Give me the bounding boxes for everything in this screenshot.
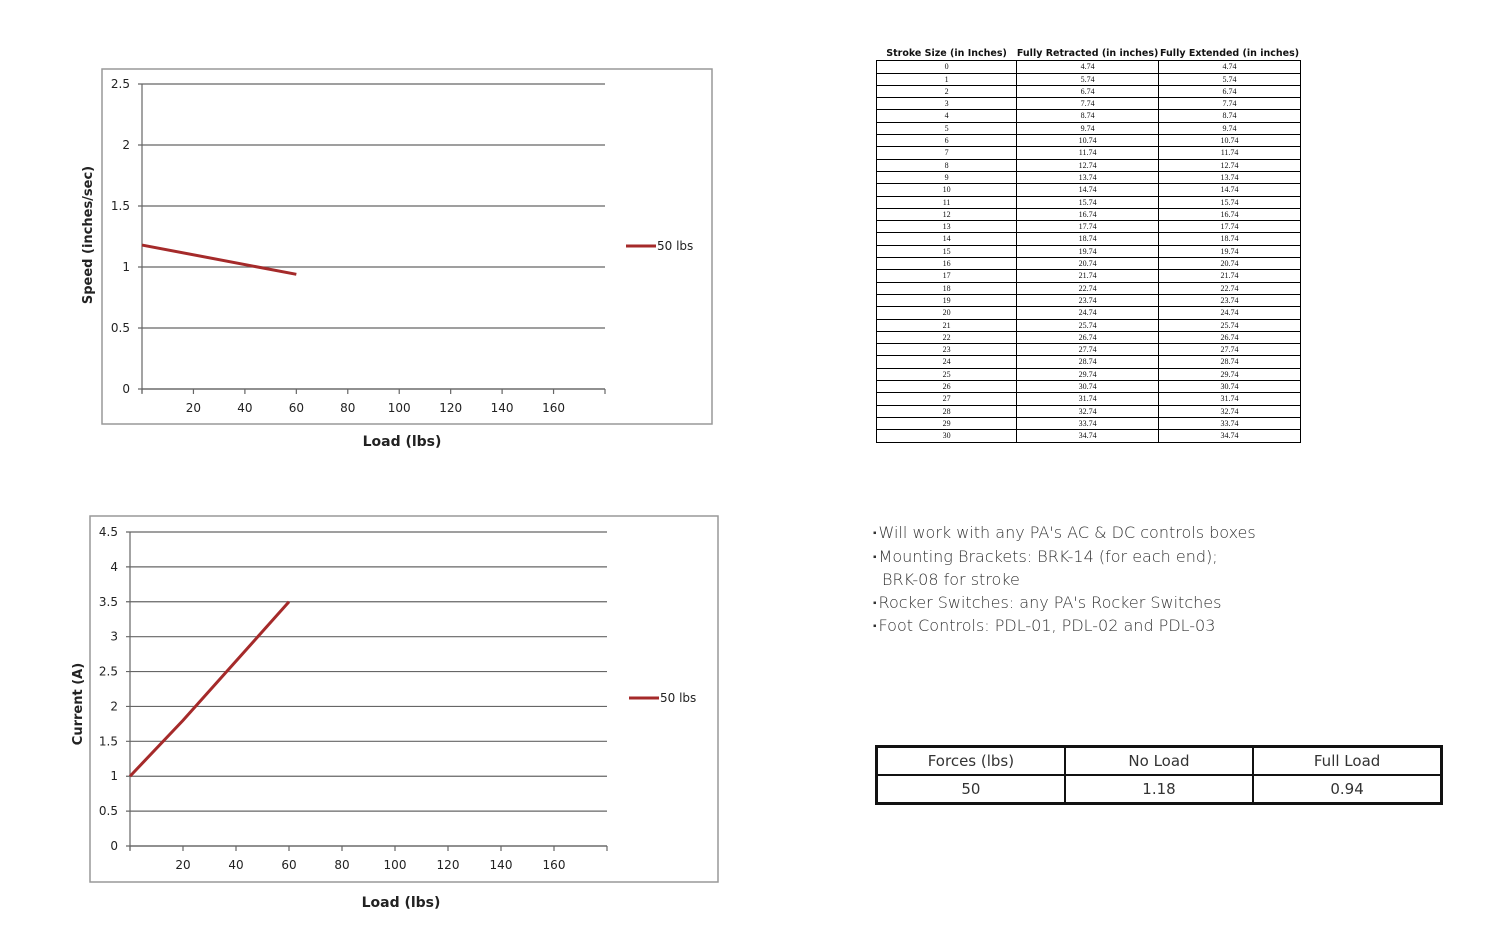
table-row [877, 61, 1301, 73]
stroke-size-cell: 16 [877, 258, 1017, 270]
fully-extended-cell: 28.74 [1159, 356, 1301, 368]
fully-retracted-cell: 33.74 [1017, 417, 1159, 429]
table-row [877, 270, 1301, 282]
fully-extended-cell: 19.74 [1159, 245, 1301, 257]
stroke-size-cell: 18 [877, 282, 1017, 294]
speed-chart [70, 55, 730, 455]
stroke-size-cell: 24 [877, 356, 1017, 368]
y-tick-label: 0.5 [98, 804, 118, 819]
y-tick-label: 0 [122, 382, 130, 396]
fully-retracted-cell: 34.74 [1017, 430, 1159, 442]
chart-frame [90, 516, 718, 882]
force-table [875, 745, 1443, 805]
fully-extended-cell: 31.74 [1159, 393, 1301, 405]
stroke-size-cell: 9 [877, 171, 1017, 183]
table-row [877, 221, 1301, 233]
fully-retracted-cell: 27.74 [1017, 344, 1159, 356]
fully-extended-cell: 23.74 [1159, 294, 1301, 306]
note-text: Will work with any PA's AC & DC controls boxes [878, 523, 1256, 542]
fully-retracted-cell: 10.74 [1017, 135, 1159, 147]
note-text: Mounting Brackets: BRK-14 (for each end); [878, 546, 1218, 566]
y-tick-label: 2.5 [110, 77, 130, 91]
fully-extended-cell: 11.74 [1159, 147, 1301, 159]
fully-extended-cell: 25.74 [1159, 319, 1301, 331]
fully-extended-cell: 33.74 [1159, 417, 1301, 429]
y-tick-label: 4.5 [98, 525, 118, 539]
fully-retracted-cell: 29.74 [1017, 368, 1159, 380]
bullet-icon: ▪ [873, 528, 877, 539]
fully-retracted-cell: 6.74 [1017, 85, 1159, 97]
fully-retracted-cell: 18.74 [1017, 233, 1159, 245]
y-tick-label: 2.5 [98, 664, 118, 679]
fully-retracted-cell: 28.74 [1017, 356, 1159, 368]
fully-retracted-cell: 5.74 [1017, 73, 1159, 85]
table-row [877, 319, 1301, 331]
x-tick-label: 40 [237, 401, 253, 415]
table-row [877, 356, 1301, 368]
note-text: Rocker Switches: any PA's Rocker Switches [878, 592, 1222, 612]
y-tick-label: 3 [110, 629, 118, 644]
table-row [877, 307, 1301, 319]
table-row [877, 417, 1301, 429]
x-tick-label: 140 [490, 401, 514, 415]
bullet-icon: ▪ [873, 551, 877, 563]
table-row [877, 171, 1301, 183]
stroke-size-cell: 20 [877, 307, 1017, 319]
y-tick-label: 0.5 [110, 321, 130, 335]
stroke-size-cell: 22 [877, 331, 1017, 343]
stroke-size-cell: 8 [877, 159, 1017, 171]
table-row [877, 135, 1301, 147]
series-line [142, 245, 296, 274]
y-axis-label: Current (A) [71, 662, 86, 746]
force-table-value-row [877, 775, 1442, 804]
x-tick-label: 20 [175, 858, 191, 872]
stroke-size-cell: 23 [877, 344, 1017, 356]
table-row [877, 430, 1301, 442]
stroke-size-cell: 13 [877, 221, 1017, 233]
stroke-size-cell: 3 [877, 98, 1017, 110]
fully-extended-cell: 24.74 [1159, 307, 1301, 319]
stroke-size-cell: 10 [877, 184, 1017, 196]
x-tick-label: 20 [185, 401, 202, 415]
x-axis-label: Load (lbs) [362, 434, 442, 450]
stroke-size-cell: 12 [877, 208, 1017, 220]
x-tick-label: 120 [436, 858, 460, 872]
stroke-size-cell: 26 [877, 381, 1017, 393]
table-row [877, 294, 1301, 306]
table-row [877, 344, 1301, 356]
stroke-size-cell: 1 [877, 73, 1017, 85]
fully-extended-cell: 26.74 [1159, 331, 1301, 343]
fully-retracted-cell: 4.74 [1017, 61, 1159, 73]
stroke-size-cell: 27 [877, 393, 1017, 405]
stroke-size-cell: 6 [877, 135, 1017, 147]
stroke-size-cell: 11 [877, 196, 1017, 208]
stroke-size-cell: 17 [877, 270, 1017, 282]
fully-extended-cell: 6.74 [1159, 85, 1301, 97]
fully-retracted-cell: 12.74 [1017, 159, 1159, 171]
note-item [873, 546, 1256, 570]
y-tick-label: 1.5 [98, 734, 118, 749]
stroke-size-cell: 7 [877, 147, 1017, 159]
fully-retracted-cell: 24.74 [1017, 307, 1159, 319]
table-row [877, 73, 1301, 85]
stroke-size-table [876, 48, 1301, 443]
series-line [130, 602, 289, 776]
fully-retracted-cell: 23.74 [1017, 294, 1159, 306]
y-tick-label: 3.5 [98, 594, 118, 609]
fully-extended-cell: 12.74 [1159, 159, 1301, 171]
table-row [877, 405, 1301, 417]
table-row [877, 233, 1301, 245]
x-tick-label: 160 [542, 401, 566, 415]
table-row [877, 110, 1301, 122]
fully-extended-cell: 14.74 [1159, 184, 1301, 196]
table-row [877, 282, 1301, 294]
forces-header: Forces (lbs) [877, 747, 1065, 776]
bullet-icon: ▪ [873, 597, 877, 609]
note-item [873, 615, 1256, 639]
stroke-size-cell: 14 [877, 233, 1017, 245]
x-tick-label: 100 [387, 401, 411, 415]
fully-retracted-cell: 30.74 [1017, 381, 1159, 393]
no-load-value: 1.18 [1065, 775, 1253, 804]
y-tick-label: 4 [110, 559, 118, 574]
fully-extended-cell: 7.74 [1159, 98, 1301, 110]
fully-retracted-cell: 7.74 [1017, 98, 1159, 110]
table-row [877, 208, 1301, 220]
x-tick-label: 80 [334, 858, 350, 872]
note-item [873, 522, 1256, 546]
stroke-size-cell: 28 [877, 405, 1017, 417]
table-row [877, 196, 1301, 208]
table-row [877, 331, 1301, 343]
full-load-header: Full Load [1253, 747, 1441, 776]
fully-extended-cell: 17.74 [1159, 221, 1301, 233]
forces-value: 50 [877, 775, 1065, 804]
fully-retracted-cell: 32.74 [1017, 405, 1159, 417]
x-tick-label: 100 [383, 858, 407, 872]
fully-extended-cell: 18.74 [1159, 233, 1301, 245]
fully-extended-cell: 21.74 [1159, 270, 1301, 282]
fully-retracted-cell: 21.74 [1017, 270, 1159, 282]
table-row [877, 245, 1301, 257]
x-tick-label: 140 [489, 858, 513, 872]
x-tick-label: 40 [228, 858, 244, 872]
y-axis-label: Speed (inches/sec) [81, 165, 96, 305]
note-item [873, 592, 1256, 616]
fully-extended-cell: 4.74 [1159, 61, 1301, 73]
fully-retracted-cell: 31.74 [1017, 393, 1159, 405]
stroke-table-header-row [877, 48, 1301, 61]
fully-extended-cell: 30.74 [1159, 381, 1301, 393]
stroke-size-cell: 25 [877, 368, 1017, 380]
no-load-header: No Load [1065, 747, 1253, 776]
y-tick-label: 2 [122, 138, 130, 152]
full-load-value: 0.94 [1253, 775, 1441, 804]
x-tick-label: 160 [542, 858, 566, 872]
table-row [877, 368, 1301, 380]
fully-extended-header: Fully Extended (in inches) [1160, 48, 1300, 59]
fully-retracted-cell: 11.74 [1017, 147, 1159, 159]
fully-extended-cell: 29.74 [1159, 368, 1301, 380]
x-axis-label: Load (lbs) [361, 895, 441, 911]
legend-label: 50 lbs [657, 239, 694, 253]
fully-extended-cell: 13.74 [1159, 171, 1301, 183]
y-tick-label: 1 [110, 769, 118, 784]
stroke-size-cell: 4 [877, 110, 1017, 122]
table-row [877, 381, 1301, 393]
x-tick-label: 120 [439, 401, 463, 415]
note-text: Foot Controls: PDL-01, PDL-02 and PDL-03 [878, 616, 1216, 636]
fully-extended-cell: 5.74 [1159, 73, 1301, 85]
fully-extended-cell: 9.74 [1159, 122, 1301, 134]
table-row [877, 98, 1301, 110]
fully-extended-cell: 15.74 [1159, 196, 1301, 208]
table-row [877, 393, 1301, 405]
fully-retracted-cell: 19.74 [1017, 245, 1159, 257]
current-chart [60, 505, 740, 920]
y-tick-label: 2 [110, 699, 118, 714]
stroke-size-cell: 2 [877, 85, 1017, 97]
stroke-size-cell: 30 [877, 430, 1017, 442]
fully-retracted-cell: 15.74 [1017, 196, 1159, 208]
y-tick-label: 1.5 [110, 199, 130, 213]
note-continuation: BRK-08 for stroke [882, 570, 1020, 590]
fully-retracted-cell: 20.74 [1017, 258, 1159, 270]
stroke-size-cell: 5 [877, 122, 1017, 134]
fully-extended-cell: 8.74 [1159, 110, 1301, 122]
x-tick-label: 80 [340, 401, 356, 415]
fully-extended-cell: 22.74 [1159, 282, 1301, 294]
x-tick-label: 60 [281, 858, 297, 872]
fully-extended-cell: 32.74 [1159, 405, 1301, 417]
table-row [877, 85, 1301, 97]
fully-retracted-cell: 26.74 [1017, 331, 1159, 343]
fully-extended-cell: 10.74 [1159, 135, 1301, 147]
table-row [877, 258, 1301, 270]
force-table-header-row [877, 747, 1442, 776]
fully-retracted-cell: 13.74 [1017, 171, 1159, 183]
stroke-size-cell: 0 [877, 61, 1017, 73]
legend-label: 50 lbs [660, 691, 697, 705]
stroke-size-cell: 19 [877, 294, 1017, 306]
table-row [877, 122, 1301, 134]
fully-retracted-cell: 9.74 [1017, 122, 1159, 134]
table-row [877, 159, 1301, 171]
fully-retracted-cell: 8.74 [1017, 110, 1159, 122]
x-tick-label: 60 [288, 401, 304, 415]
table-row [877, 147, 1301, 159]
fully-retracted-cell: 22.74 [1017, 282, 1159, 294]
y-tick-label: 1 [122, 260, 130, 274]
y-tick-label: 0 [110, 839, 118, 853]
chart-frame [102, 69, 712, 424]
fully-retracted-cell: 17.74 [1017, 221, 1159, 233]
fully-retracted-header: Fully Retracted (in inches) [1016, 48, 1159, 59]
stroke-size-cell: 15 [877, 245, 1017, 257]
fully-retracted-cell: 14.74 [1017, 184, 1159, 196]
bullet-icon: ▪ [873, 621, 877, 633]
table-row [877, 184, 1301, 196]
fully-extended-cell: 34.74 [1159, 430, 1301, 442]
stroke-size-cell: 29 [877, 417, 1017, 429]
fully-retracted-cell: 16.74 [1017, 208, 1159, 220]
fully-extended-cell: 27.74 [1159, 344, 1301, 356]
fully-extended-cell: 20.74 [1159, 258, 1301, 270]
stroke-size-header: Stroke Size (in Inches) [886, 48, 1007, 59]
fully-retracted-cell: 25.74 [1017, 319, 1159, 331]
compatibility-notes [873, 522, 1256, 639]
fully-extended-cell: 16.74 [1159, 208, 1301, 220]
stroke-size-cell: 21 [877, 319, 1017, 331]
